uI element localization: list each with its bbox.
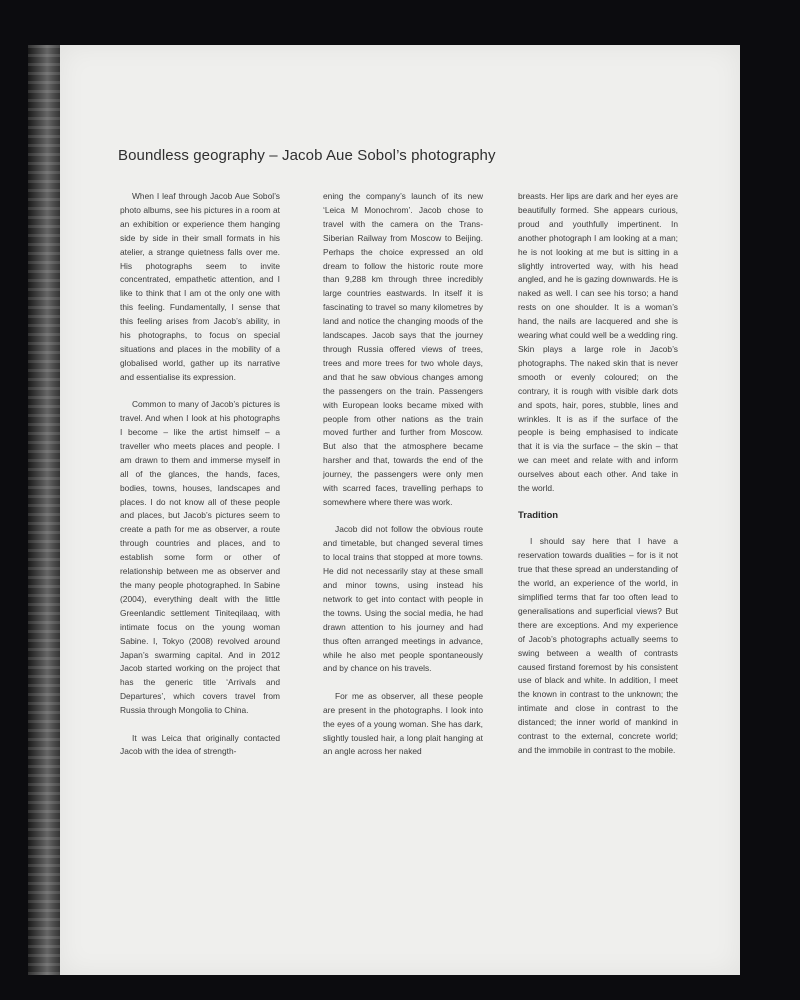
paragraph: breasts. Her lips are dark and her eyes are beautifully formed. She appears curious, proud and youthfully impertinent. In another photograph I am looking at a man; he is not looking at me but is sitting in a slightly introverted way, with his head angled, and he is gazing downwards. He is naked as well. I can see his torso; a hand rests on one shoulder. It is a woman’s hand, the nails are lacquered and she is wearing what could well be a wedding ring. Skin plays a large role in Jacob’s photographs. The naked skin that is never smooth or evenly coloured; on the contrary, it is rough with visible dark dots and spots, hair, pores, stubble, lines and wrinkles. It is as if the surface of the people is being emphasised to indicate that it is via the surface – the skin – that we can meet and relate with and inform ourselves about each other. And take in the world. xyxy=(518,191,678,494)
paragraph: Jacob did not follow the obvious route and timetable, but changed several times to local trains that stopped at more towns. He did not necessarily stay at these small and minor towns, using instead his network to get into contact with people in the towns. Using the social media, he had drawn attention to his journey and had thus often arranged meetings in advance, while he also met people spontaneously and by chance on his travels. xyxy=(323,524,483,674)
paragraph: ening the company’s launch of its new ‘Leica M Monochrom’. Jacob chose to travel with the camera on the Trans-Siberian Railway from Moscow to Beijing. Perhaps the choice expressed an old dream to follow the historic route more than 9,288 km through three incredibly large countries eastwards. In itself it is fascinating to travel so many kilometres by land and notice the changing moods of the landscapes. Jacob says that the journey through Russia offered views of trees, trees and more trees for two whole days, and that he saw obvious changes among the passengers on the train. Passengers with European looks became mixed with people from other nations as the train moved further and further from Moscow. But also that the atmosphere became harsher and that, towards the end of the journey, the passengers were only men with scarred faces, travelling perhaps to somewhere where there was work. xyxy=(323,191,483,507)
text-column-1 xyxy=(120,190,280,773)
text-column-2 xyxy=(323,190,483,773)
text-column-3 xyxy=(518,190,678,771)
paragraph: When I leaf through Jacob Aue Sobol’s photo albums, see his pictures in a room at an exhibition or experience them hanging side by side in their small formats in his atelier, a strange quietness falls over me. His photographs seem to invite concentrated, empathetic attention, and I like to think that I am ot the only one with this feeling. Fundamentally, I sense that this feeling arises from Jacob’s ability, in his photographs, to focus on special situations and places in the mobility of a globalised world, gather up its narrative and essentialise its expression. xyxy=(120,191,280,382)
section-heading-tradition: Tradition xyxy=(518,510,559,522)
paragraph: It was Leica that originally contacted Jacob with the idea of strength- xyxy=(120,732,280,757)
paragraph: I should say here that I have a reservation towards dualities – for is it not true that these spread an understanding of the world, an experience of the world, in simplified terms that far too often lead to generalisations and superficial views? But there are exceptions. And my experience of Jacob’s photographs actually seems to swing between a wealth of contrasts caused firstand foremost by his consistent use of black and white. In addition, I meet the known in contrast to the unknown; the intimate and close in contrast to the distanced; the inner world of mankind in contrast to the external, concrete world; and the immobile in contrast to the mobile. xyxy=(518,536,678,755)
article-title: Boundless geography – Jacob Aue Sobol’s photography xyxy=(118,147,496,164)
paragraph: For me as observer, all these people are present in the photographs. I look into the eyes of a young woman. She has dark, slightly tousled hair, a long plait hanging at an angle across her naked xyxy=(323,690,483,757)
paragraph: Common to many of Jacob’s pictures is travel. And when I look at his photographs I become – like the artist himself – a traveller who meets places and people. I am drawn to them and immerse myself in all of the glances, the hands, faces, bodies, towns, houses, landscapes and places. I do not know all of these people and places, but Jacob’s pictures seem to create a path for me as observer, a route through countries and places, and to establish some form or other of relationship between me as observer and the many people photographed. In Sabine (2004), everything dealt with the little Greenlandic settlement Tiniteqilaaq, with intimate focus on the young woman Sabine. I, Tokyo (2008) revolved around Japan’s swarming capital. And in 2012 Jacob started working on the project that has the generic title ‘Arrivals and Departures’, which covers travel from Russia through Mongolia to China. xyxy=(120,399,280,716)
book-page xyxy=(60,45,740,975)
